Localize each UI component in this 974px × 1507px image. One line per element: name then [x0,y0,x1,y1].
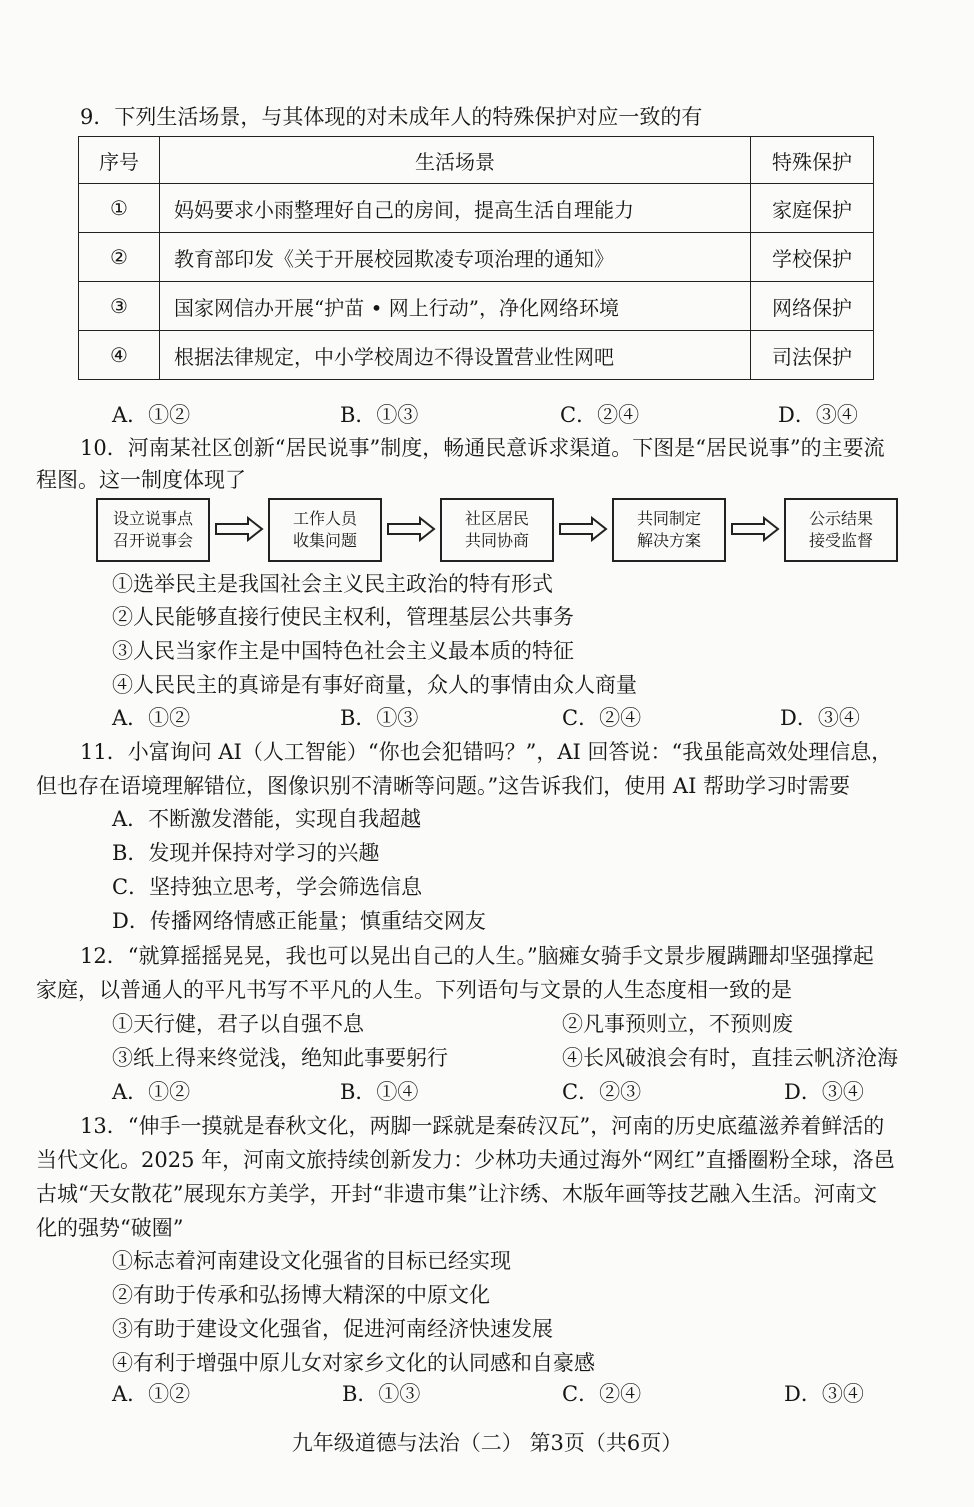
q10-stem-line1: 10．河南某社区创新“居民说事”制度，畅通民意诉求渠道。下图是“居民说事”的主要流 [80,436,885,460]
row-index: ② [79,233,160,282]
header-index: 序号 [79,137,160,184]
q13-stem-line1: 13．“伸手一摸就是春秋文化，两脚一踩就是秦砖汉瓦”，河南的历史底蕴滋养着鲜活的 [80,1114,885,1138]
q13-stem-line2: 当代文化。2025 年，河南文旅持续创新发力：少林功夫通过海外“网红”直播圈粉全球，洛邑 [36,1148,895,1172]
row-protection: 学校保护 [751,233,874,282]
flow-step-text: 收集问题 [292,531,357,550]
q9-stem: 9．下列生活场景，与其体现的对未成年人的特殊保护对应一致的有 [80,105,703,129]
q11-stem-line2: 但也存在语境理解错位，图像识别不清晰等问题。”这告诉我们，使用 AI 帮助学习时需要 [36,774,851,798]
row-index: ③ [79,282,160,331]
q12-option-a[interactable]: A．①② [112,1080,191,1104]
header-protection: 特殊保护 [751,137,874,184]
flow-step-text: 公示结果 [808,509,873,528]
q10-flowchart [96,498,906,570]
q13-statement-4: ④有利于增强中原儿女对家乡文化的认同感和自豪感 [112,1351,595,1375]
q9-option-d[interactable]: D．③④ [778,403,858,427]
q11-option-a[interactable]: A．不断激发潜能，实现自我超越 [112,807,422,831]
q9-option-c[interactable]: C．②④ [560,403,640,427]
row-scene: 妈妈要求小雨整理好自己的房间，提高生活自理能力 [160,184,751,233]
q10-stem-line2: 程图。这一制度体现了 [36,468,246,492]
flow-step-text: 社区居民 [464,509,529,528]
flow-arrow-icon [386,516,436,542]
flow-step-text: 共同制定 [636,509,701,528]
q11-option-d[interactable]: D．传播网络情感正能量；慎重结交网友 [112,909,486,933]
q10-option-c[interactable]: C．②④ [562,706,642,730]
q9-table [78,136,874,380]
q12-statement-3: ③纸上得来终觉浅，绝知此事要躬行 [112,1046,448,1070]
q10-option-a[interactable]: A．①② [112,706,191,730]
row-scene: 国家网信办开展“护苗 • 网上行动”，净化网络环境 [160,282,751,331]
row-protection: 网络保护 [751,282,874,331]
row-protection: 家庭保护 [751,184,874,233]
q13-statement-3: ③有助于建设文化强省，促进河南经济快速发展 [112,1317,553,1341]
flow-step-text: 解决方案 [636,531,701,550]
q11-option-c[interactable]: C．坚持独立思考，学会筛选信息 [112,875,423,899]
q10-option-b[interactable]: B．①③ [340,706,419,730]
q9-option-b[interactable]: B．①③ [340,403,419,427]
flow-step-text: 设立说事点 [112,509,193,528]
flow-arrow-icon [214,516,264,542]
row-index: ④ [79,331,160,380]
q13-statement-2: ②有助于传承和弘扬博大精深的中原文化 [112,1283,490,1307]
q13-option-a[interactable]: A．①② [112,1382,191,1406]
table-row [79,331,874,380]
q12-statement-1: ①天行健，君子以自强不息 [112,1012,364,1036]
flow-step-1 [96,498,210,562]
q10-statement-2: ②人民能够直接行使民主权利，管理基层公共事务 [112,605,574,629]
table-header-row [79,137,874,184]
flow-step-3 [440,498,554,562]
flow-arrow-icon [558,516,608,542]
flow-step-2 [268,498,382,562]
q13-option-c[interactable]: C．②④ [562,1382,642,1406]
q11-stem-line1: 11．小富询问 AI（人工智能）“你也会犯错吗？”，AI 回答说：“我虽能高效处理信息， [80,740,893,764]
q13-stem-line3: 古城“天女散花”展现东方美学，开封“非遗市集”让汴绣、木版年画等技艺融入生活。河南文 [36,1182,877,1206]
q13-statement-1: ①标志着河南建设文化强省的目标已经实现 [112,1249,511,1273]
flow-step-text: 接受监督 [808,531,873,550]
q10-statement-1: ①选举民主是我国社会主义民主政治的特有形式 [112,572,553,596]
flow-step-text: 召开说事会 [112,531,193,550]
q9-option-a[interactable]: A．①② [112,403,191,427]
q12-stem-line1: 12．“就算摇摇晃晃，我也可以晃出自己的人生。”脑瘫女骑手文景步履蹒跚却坚强撑起 [80,944,874,968]
table-row [79,184,874,233]
row-index: ① [79,184,160,233]
flow-arrow-icon [730,516,780,542]
row-protection: 司法保护 [751,331,874,380]
q12-stem-line2: 家庭，以普通人的平凡书写不平凡的人生。下列语句与文景的人生态度相一致的是 [36,978,792,1002]
q13-option-b[interactable]: B．①③ [342,1382,421,1406]
q11-option-b[interactable]: B．发现并保持对学习的兴趣 [112,841,380,865]
page-footer: 九年级道德与法治（二） 第3页（共6页） [291,1431,683,1455]
flow-step-text: 共同协商 [464,531,529,550]
flow-step-text: 工作人员 [292,509,357,528]
flow-step-4 [612,498,726,562]
q10-statement-3: ③人民当家作主是中国特色社会主义最本质的特征 [112,639,574,663]
q10-statement-4: ④人民民主的真谛是有事好商量，众人的事情由众人商量 [112,673,637,697]
flow-step-5 [784,498,898,562]
q13-option-d[interactable]: D．③④ [784,1382,864,1406]
q12-option-d[interactable]: D．③④ [784,1080,864,1104]
table-row [79,233,874,282]
header-scene: 生活场景 [160,137,751,184]
row-scene: 教育部印发《关于开展校园欺凌专项治理的通知》 [160,233,751,282]
q13-stem-line4: 化的强势“破圈” [36,1216,184,1240]
q12-option-c[interactable]: C．②③ [562,1080,642,1104]
q10-option-d[interactable]: D．③④ [780,706,860,730]
q12-option-b[interactable]: B．①④ [340,1080,419,1104]
row-scene: 根据法律规定，中小学校周边不得设置营业性网吧 [160,331,751,380]
q12-statement-4: ④长风破浪会有时，直挂云帆济沧海 [562,1046,898,1070]
table-row [79,282,874,331]
q12-statement-2: ②凡事预则立，不预则废 [562,1012,793,1036]
